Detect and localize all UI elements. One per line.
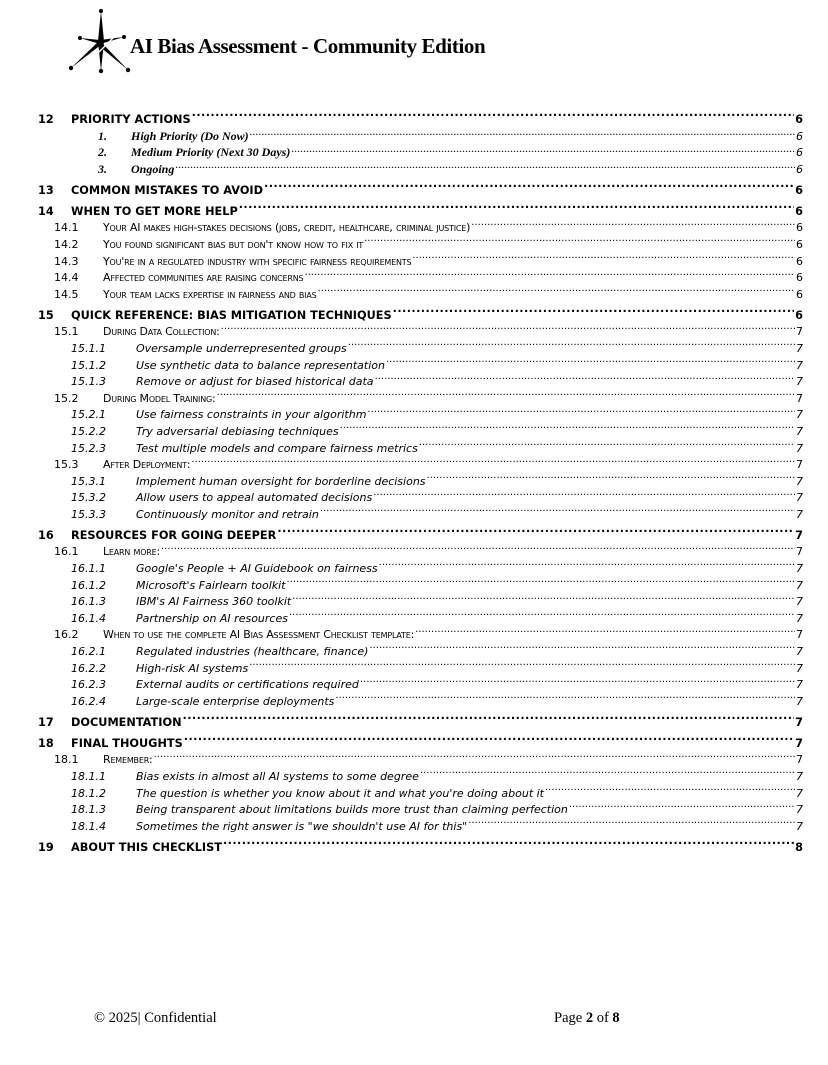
- dot-leader: [217, 385, 796, 402]
- dot-leader: [360, 672, 795, 689]
- toc-label: Medium Priority (Next 30 Days): [131, 145, 291, 160]
- toc-label: Use synthetic data to balance representation: [136, 358, 385, 372]
- toc-page: 7: [796, 678, 803, 692]
- toc-label: Oversample underrepresented groups: [136, 341, 347, 355]
- toc-label: Remember:: [103, 753, 153, 767]
- dot-leader: [289, 605, 795, 622]
- toc-page: 8: [795, 840, 803, 854]
- toc-label: Implement human oversight for borderline decisions: [136, 474, 426, 488]
- dot-leader: [468, 813, 795, 830]
- document-title: AI Bias Assessment - Community Edition: [130, 33, 486, 58]
- dot-leader: [221, 319, 795, 336]
- toc-number: 18.1: [54, 753, 79, 767]
- toc-page: 7: [796, 507, 803, 521]
- toc-label: Your team lacks expertise in fairness and bias: [103, 287, 317, 301]
- toc-number: 3.: [98, 161, 107, 176]
- toc-number: 15.2.2: [71, 424, 106, 438]
- toc-label: You're in a regulated industry with specific fairness requirements: [103, 254, 412, 268]
- toc-page: 7: [796, 474, 803, 488]
- toc-page: 7: [796, 491, 803, 505]
- toc-number: 14.1: [54, 221, 79, 235]
- toc-page: 7: [796, 325, 803, 339]
- toc-number: 15.2.1: [71, 408, 106, 422]
- toc-label: Google's People + AI Guidebook on fairness: [136, 562, 378, 576]
- toc-number: 17: [38, 715, 54, 729]
- page-indicator: [554, 1010, 620, 1027]
- toc-label: Large-scale enterprise deployments: [136, 694, 335, 708]
- toc-number: 16.1.4: [71, 611, 106, 625]
- dot-leader: [386, 352, 795, 369]
- toc-number: 15.3.1: [71, 474, 106, 488]
- dot-leader: [375, 369, 795, 386]
- dot-leader: [239, 194, 794, 215]
- toc-number: 16.1.2: [71, 578, 106, 592]
- toc-label: Use fairness constraints in your algorithm: [136, 408, 367, 422]
- toc-number: 14.2: [54, 237, 79, 251]
- dot-leader: [161, 539, 795, 556]
- dot-leader: [292, 589, 795, 606]
- toc-page: 7: [795, 715, 803, 729]
- toc-entry-18-1-1[interactable]: [38, 763, 803, 783]
- toc-page: 7: [796, 611, 803, 625]
- toc-page: 7: [796, 595, 803, 609]
- toc-number: 16.2.1: [71, 645, 106, 659]
- toc-number: 15.1.3: [71, 375, 106, 389]
- dot-leader: [340, 418, 795, 435]
- dot-leader: [415, 622, 795, 639]
- toc-number: 16.1: [54, 545, 79, 559]
- toc-page: 7: [796, 803, 803, 817]
- toc-number: 14.5: [54, 287, 79, 301]
- dot-leader: [348, 335, 795, 352]
- toc-number: 16.2.3: [71, 678, 106, 692]
- toc-page: 7: [796, 562, 803, 576]
- table-of-contents: [38, 102, 803, 854]
- toc-label: Learn more:: [103, 545, 161, 559]
- toc-page: 7: [796, 753, 803, 767]
- toc-number: 15.2.3: [71, 441, 106, 455]
- dot-leader: [427, 468, 795, 485]
- dot-leader: [569, 797, 795, 814]
- toc-page: 7: [795, 528, 803, 542]
- toc-page: 7: [796, 358, 803, 372]
- toc-number: 16.1.3: [71, 595, 106, 609]
- dot-leader: [318, 281, 796, 298]
- toc-label: Affected communities are raising concerns: [103, 271, 304, 285]
- footer-copyright: [94, 1010, 217, 1027]
- toc-page: 7: [796, 578, 803, 592]
- toc-number: 14.3: [54, 254, 79, 268]
- toc-label: Allow users to appeal automated decisions: [136, 491, 373, 505]
- toc-page: 6: [796, 237, 803, 251]
- dot-leader: [419, 435, 795, 452]
- toc-entry-18-1[interactable]: [38, 747, 803, 767]
- toc-label: During Data Collection:: [103, 325, 220, 339]
- dot-leader: [223, 830, 794, 851]
- toc-page: 7: [796, 408, 803, 422]
- toc-label: ABOUT THIS CHECKLIST: [71, 840, 222, 854]
- dot-leader: [412, 248, 795, 265]
- toc-page: 7: [796, 391, 803, 405]
- dot-leader: [320, 501, 795, 518]
- toc-label: Try adversarial debiasing techniques: [136, 424, 339, 438]
- toc-page: 6: [795, 183, 803, 197]
- toc-page: 6: [795, 113, 803, 126]
- confidential-label: Confidential: [144, 1010, 217, 1026]
- dot-leader: [364, 231, 795, 248]
- toc-label: Test multiple models and compare fairness metrics: [136, 441, 418, 455]
- copyright-text: © 2025: [94, 1010, 138, 1026]
- toc-label: When to use the complete AI Bias Assessment Checklist template:: [103, 628, 415, 642]
- toc-page: 7: [796, 375, 803, 389]
- toc-label: FINAL THOUGHTS: [71, 736, 183, 750]
- toc-page: 6: [796, 271, 803, 285]
- toc-number: 2.: [98, 145, 107, 160]
- toc-label: Partnership on AI resources: [136, 611, 288, 625]
- toc-page: 7: [796, 458, 803, 472]
- toc-label: Bias exists in almost all AI systems to some degree: [136, 770, 419, 783]
- dot-leader: [175, 156, 795, 173]
- dot-leader: [471, 215, 795, 232]
- toc-page: 7: [796, 786, 803, 800]
- page-of: of: [596, 1010, 609, 1026]
- toc-page: 7: [796, 694, 803, 708]
- toc-label: RESOURCES FOR GOING DEEPER: [71, 528, 277, 542]
- dot-leader: [192, 102, 794, 123]
- toc-number: 15.3: [54, 458, 79, 472]
- toc-number: 15.1.2: [71, 358, 106, 372]
- compass-star-icon: [66, 7, 132, 75]
- toc-number: 15.1.1: [71, 341, 106, 355]
- toc-label: The question is whether you know about it and what you're doing about it: [136, 786, 544, 800]
- toc-number: 16.2: [54, 628, 79, 642]
- toc-number: 15.1: [54, 325, 79, 339]
- toc-number: 16.2.2: [71, 661, 106, 675]
- dot-leader: [304, 265, 795, 282]
- toc-number: 14.4: [54, 271, 79, 285]
- toc-page: 7: [796, 424, 803, 438]
- toc-number: 16.2.4: [71, 694, 106, 708]
- dot-leader: [335, 688, 795, 705]
- page-prefix: Page: [554, 1010, 583, 1026]
- document-header: [66, 6, 485, 76]
- toc-page: 7: [796, 341, 803, 355]
- toc-label: Your AI makes high-stakes decisions (jobs, credit, healthcare, criminal justice): [103, 221, 471, 235]
- dot-leader: [250, 123, 795, 140]
- toc-number: 18.1.4: [71, 819, 106, 833]
- toc-label: Being transparent about limitations builds more trust than claiming perfection: [136, 803, 568, 817]
- toc-label: IBM's AI Fairness 360 toolkit: [136, 595, 292, 609]
- toc-number: 14: [38, 204, 54, 218]
- toc-label: High Priority (Do Now): [131, 128, 249, 143]
- total-pages-number: 8: [612, 1010, 620, 1026]
- toc-page: 7: [796, 819, 803, 833]
- toc-number: 18: [38, 736, 54, 750]
- toc-label: During Model Training:: [103, 391, 216, 405]
- toc-number: 18.1.2: [71, 786, 106, 800]
- dot-leader: [249, 655, 795, 672]
- toc-label: You found significant bias but don't know how to fix it: [103, 237, 364, 251]
- toc-label: Sometimes the right answer is "we shouldn't use AI for this": [136, 819, 468, 833]
- toc-label: Microsoft's Fairlearn toolkit: [136, 578, 286, 592]
- toc-label: PRIORITY ACTIONS: [71, 113, 191, 126]
- dot-leader: [367, 402, 795, 419]
- toc-number: 16.1.1: [71, 562, 106, 576]
- toc-page: 7: [796, 770, 803, 783]
- toc-page: 6: [796, 146, 803, 160]
- dot-leader: [369, 638, 795, 655]
- toc-number: 12: [38, 113, 54, 126]
- toc-page: 7: [795, 736, 803, 750]
- toc-label: COMMON MISTAKES TO AVOID: [71, 183, 264, 197]
- dot-leader: [154, 747, 795, 764]
- toc-number: 13: [38, 183, 54, 197]
- toc-number: 15: [38, 308, 54, 322]
- toc-number: 15.2: [54, 391, 79, 405]
- toc-page: 6: [796, 221, 803, 235]
- toc-label: External audits or certifications required: [136, 678, 359, 692]
- toc-number: 1.: [98, 128, 107, 143]
- current-page-number: 2: [585, 1010, 594, 1026]
- dot-leader: [264, 173, 794, 194]
- toc-label: Remove or adjust for biased historical data: [136, 375, 374, 389]
- dot-leader: [379, 555, 795, 572]
- toc-page: 6: [796, 129, 803, 143]
- toc-label: Ongoing: [131, 161, 175, 176]
- toc-page: 6: [795, 204, 803, 218]
- toc-label: After Deployment:: [103, 458, 191, 472]
- toc-label: WHEN TO GET MORE HELP: [71, 204, 238, 218]
- dot-leader: [291, 140, 795, 157]
- toc-label: Regulated industries (healthcare, finance): [136, 645, 369, 659]
- dot-leader: [287, 572, 795, 589]
- toc-page: 7: [796, 628, 803, 642]
- toc-page: 6: [796, 287, 803, 301]
- toc-page: 6: [796, 162, 803, 176]
- dot-leader: [373, 485, 795, 502]
- toc-number: 18.1.1: [71, 770, 106, 783]
- dot-leader: [191, 452, 795, 469]
- toc-page: 7: [796, 645, 803, 659]
- toc-page: 7: [796, 661, 803, 675]
- toc-label: QUICK REFERENCE: BIAS MITIGATION TECHNIQUES: [71, 308, 392, 322]
- dot-leader: [545, 780, 795, 797]
- toc-number: 15.3.2: [71, 491, 106, 505]
- toc-entry-12[interactable]: [38, 102, 803, 126]
- footer-separator: |: [137, 1010, 141, 1026]
- toc-page: 7: [796, 441, 803, 455]
- toc-label: High-risk AI systems: [136, 661, 249, 675]
- dot-leader: [420, 763, 795, 780]
- toc-page: 6: [796, 254, 803, 268]
- dot-leader: [393, 298, 795, 319]
- toc-number: 16: [38, 528, 54, 542]
- toc-page: 6: [795, 308, 803, 322]
- toc-number: 15.3.3: [71, 507, 106, 521]
- toc-label: DOCUMENTATION: [71, 715, 182, 729]
- toc-page: 7: [796, 545, 803, 559]
- toc-label: Continuously monitor and retrain: [136, 507, 319, 521]
- dot-leader: [184, 726, 794, 747]
- dot-leader: [277, 518, 794, 539]
- toc-number: 18.1.3: [71, 803, 106, 817]
- toc-number: 19: [38, 840, 54, 854]
- dot-leader: [183, 705, 795, 726]
